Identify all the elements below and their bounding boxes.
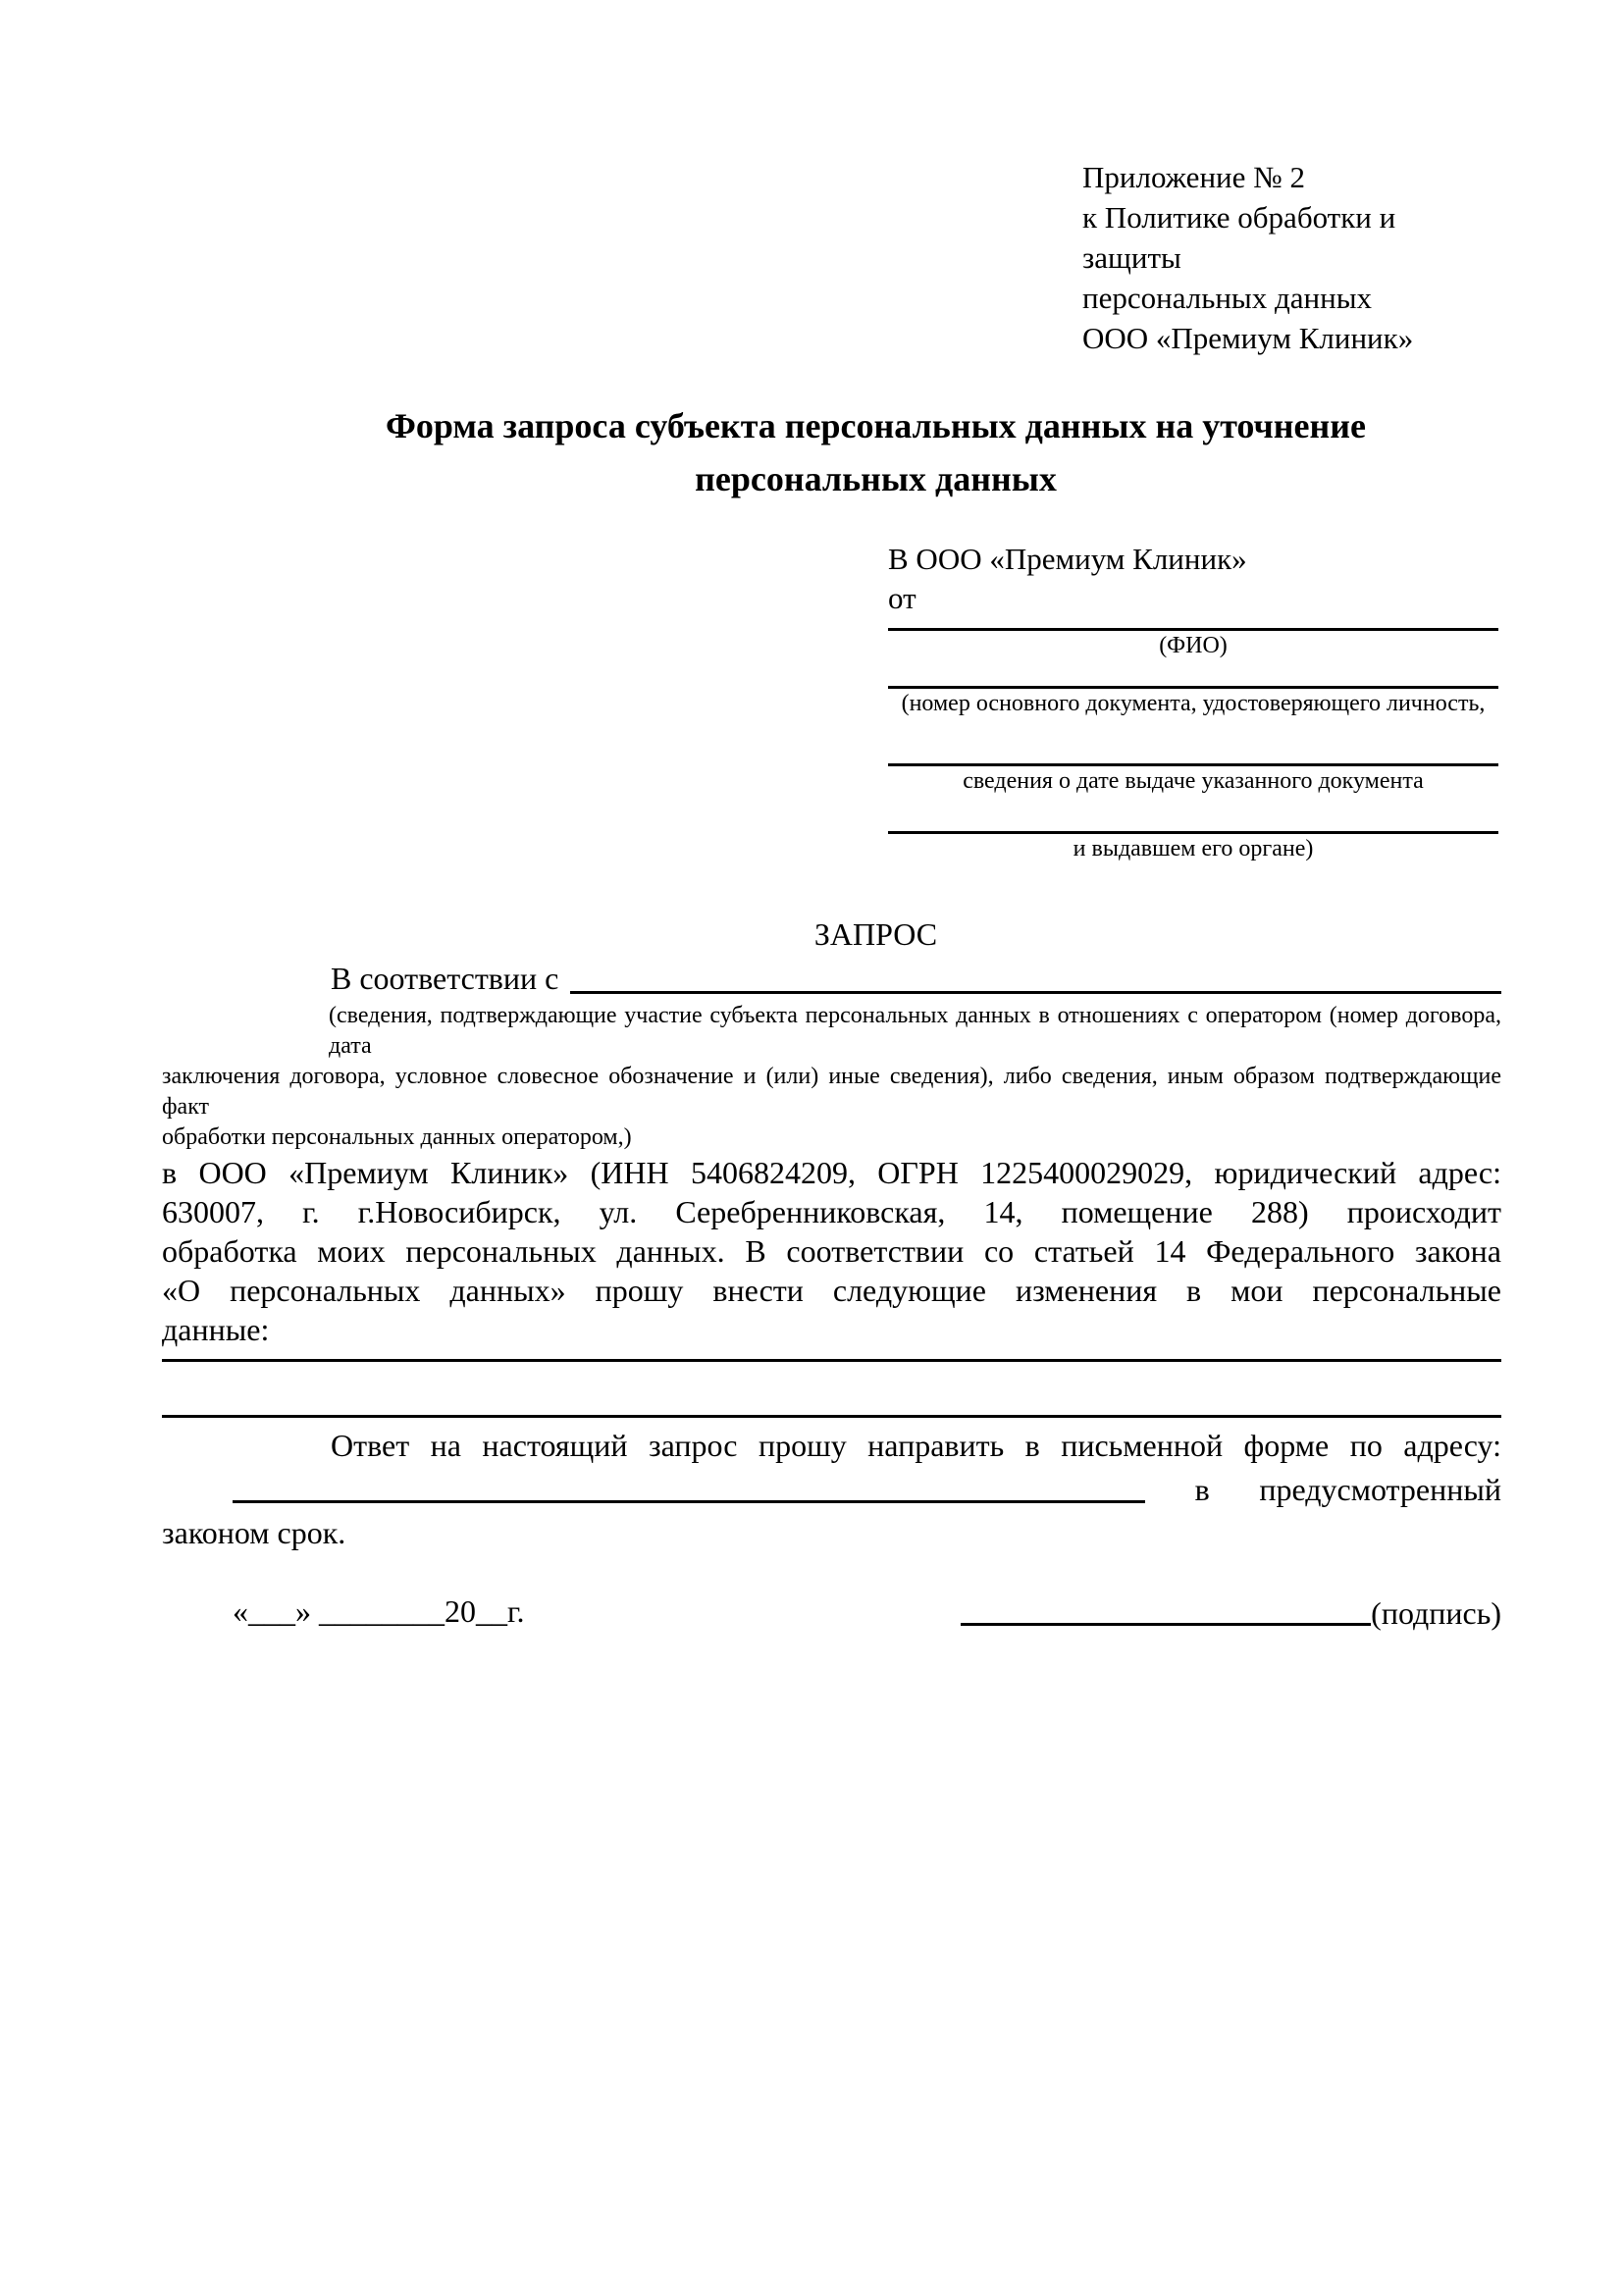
fio-blank-line [888,618,1498,631]
addressee-from-label: от [888,581,916,615]
body-line-5: данные: [162,1312,270,1347]
signature-blank-line [961,1590,1371,1626]
addressee-to: В ООО «Премиум Клиник» [888,542,1247,576]
appendix-line-1: Приложение № 2 [1082,160,1305,194]
answer-line-3: законом срок. [162,1515,346,1550]
document-number-blank-line [888,660,1498,689]
fio-caption: (ФИО) [1159,633,1228,658]
page-title [162,399,1501,505]
answer-paragraph [162,1424,1501,1554]
appendix-block [1082,157,1501,358]
fine-print-line-2: заключения договора, условное словесное обозначение и (или) иные сведения), либо сведения, иным образом подтверждающие факт [162,1064,1501,1120]
answer-line-1: Ответ на настоящий запрос прошу направить в письменной форме по адресу: [331,1428,1501,1463]
basis-label: В соответствии с [331,961,559,996]
address-blank-line [233,1467,1145,1503]
changes-blank-line-1 [162,1349,1501,1362]
basis-blank-line [570,956,1501,1001]
issuing-authority-blank-line [888,796,1498,834]
document-number-caption: (номер основного документа, удостоверяющего личность, [901,691,1486,716]
basis-fine-print [162,1001,1501,1153]
page-title-line-2: персональных данных [695,459,1057,498]
fine-print-line-1: (сведения, подтверждающие участие субъекта персональных данных в отношениях с оператором (номер договора, дата [329,1003,1501,1059]
date-blank-line: «___» ________20__г. [233,1593,525,1629]
signature-caption: (подпись) [1371,1595,1501,1631]
fine-print-line-3: обработки персональных данных оператором,) [162,1124,632,1150]
body-line-2: 630007, г. г.Новосибирск, ул. Серебренниковская, 14, помещение 288) происходит [162,1194,1501,1229]
body-line-1: в ООО «Премиум Клиник» (ИНН 5406824209, ОГРН 1225400029029, юридический адрес: [162,1155,1501,1190]
basis-row [162,956,1501,1001]
answer-word-predusmotrennyj: предусмотренный [1259,1472,1501,1507]
signature-block [961,1590,1501,1635]
appendix-line-4: ООО «Премиум Клиник» [1082,321,1414,355]
issue-date-blank-line [888,718,1498,766]
request-heading: ЗАПРОС [813,916,938,952]
page-title-line-1: Форма запроса субъекта персональных данных на уточнение [386,406,1366,445]
appendix-line-3: персональных данных [1082,281,1373,315]
date-signature-row [162,1590,1501,1635]
changes-blank-line-2 [162,1362,1501,1418]
addressee-block [888,540,1498,863]
body-line-3: обработка моих персональных данных. В соответствии со статьей 14 Федерального закона [162,1233,1501,1269]
body-line-4: «О персональных данных» прошу внести следующие изменения в мои персональные [162,1273,1501,1308]
answer-address-row [162,1467,1501,1511]
issuing-authority-caption: и выдавшем его органе) [1073,836,1314,861]
request-body [162,1153,1501,1349]
issue-date-caption: сведения о дате выдаче указанного документа [963,768,1424,794]
answer-word-v: в [1194,1472,1210,1507]
appendix-line-2: к Политике обработки и защиты [1082,200,1396,275]
